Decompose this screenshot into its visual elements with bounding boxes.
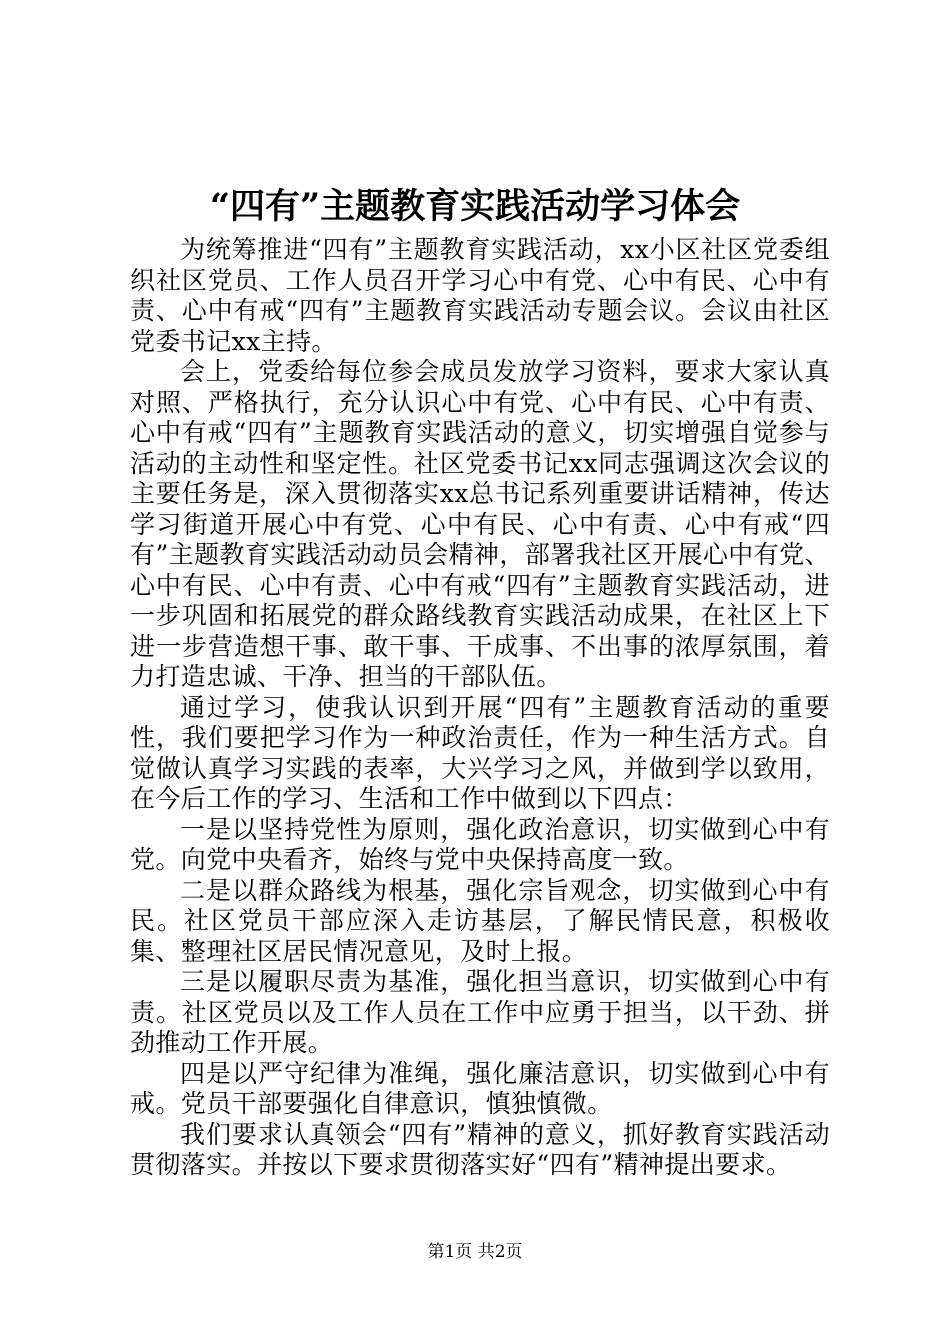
document-body	[130, 235, 830, 1181]
paragraph: 三是以履职尽责为基准，强化担当意识，切实做到心中有责。社区党员以及工作人员在工作中应勇于担当，以干劲、拼劲推动工作开展。	[130, 967, 830, 1057]
paragraph: 一是以坚持党性为原则，强化政治意识，切实做到心中有党。向党中央看齐，始终与党中央保持高度一致。	[130, 814, 830, 874]
paragraph: 通过学习，使我认识到开展“四有”主题教育活动的重要性，我们要把学习作为一种政治责任，作为一种生活方式。自觉做认真学习实践的表率，大兴学习之风，并做到学以致用，在今后工作的学习、生活和工作中做到以下四点：	[130, 692, 830, 813]
paragraph: 四是以严守纪律为准绳，强化廉洁意识，切实做到心中有戒。党员干部要强化自律意识，慎独慎微。	[130, 1058, 830, 1118]
paragraph: 会上，党委给每位参会成员发放学习资料，要求大家认真对照、严格执行，充分认识心中有党、心中有民、心中有责、心中有戒“四有”主题教育实践活动的意义，切实增强自觉参与活动的主动性和坚定性。社区党委书记xx同志强调这次会议的主要任务是，深入贯彻落实xx总书记系列重要讲话精神，传达学习街道开展心中有党、心中有民、心中有责、心中有戒“四有”主题教育实践活动动员会精神，部署我社区开展心中有党、心中有民、心中有责、心中有戒“四有”主题教育实践活动，进一步巩固和拓展党的群众路线教育实践活动成果，在社区上下进一步营造想干事、敢干事、干成事、不出事的浓厚氛围，着力打造忠诚、干净、担当的干部队伍。	[130, 357, 830, 691]
paragraph: 二是以群众路线为根基，强化宗旨观念，切实做到心中有民。社区党员干部应深入走访基层，了解民情民意，积极收集、整理社区居民情况意见，及时上报。	[130, 875, 830, 966]
paragraph: 我们要求认真领会“四有”精神的意义，抓好教育实践活动贯彻落实。并按以下要求贯彻落实好“四有”精神提出要求。	[130, 1119, 830, 1179]
page-footer: 第1页 共2页	[427, 1242, 523, 1262]
paragraph: 为统筹推进“四有”主题教育实践活动，xx小区社区党委组织社区党员、工作人员召开学习心中有党、心中有民、心中有责、心中有戒“四有”主题教育实践活动专题会议。会议由社区党委书记xx主持。	[130, 235, 830, 356]
document-title: “四有”主题教育实践活动学习体会	[209, 186, 741, 227]
